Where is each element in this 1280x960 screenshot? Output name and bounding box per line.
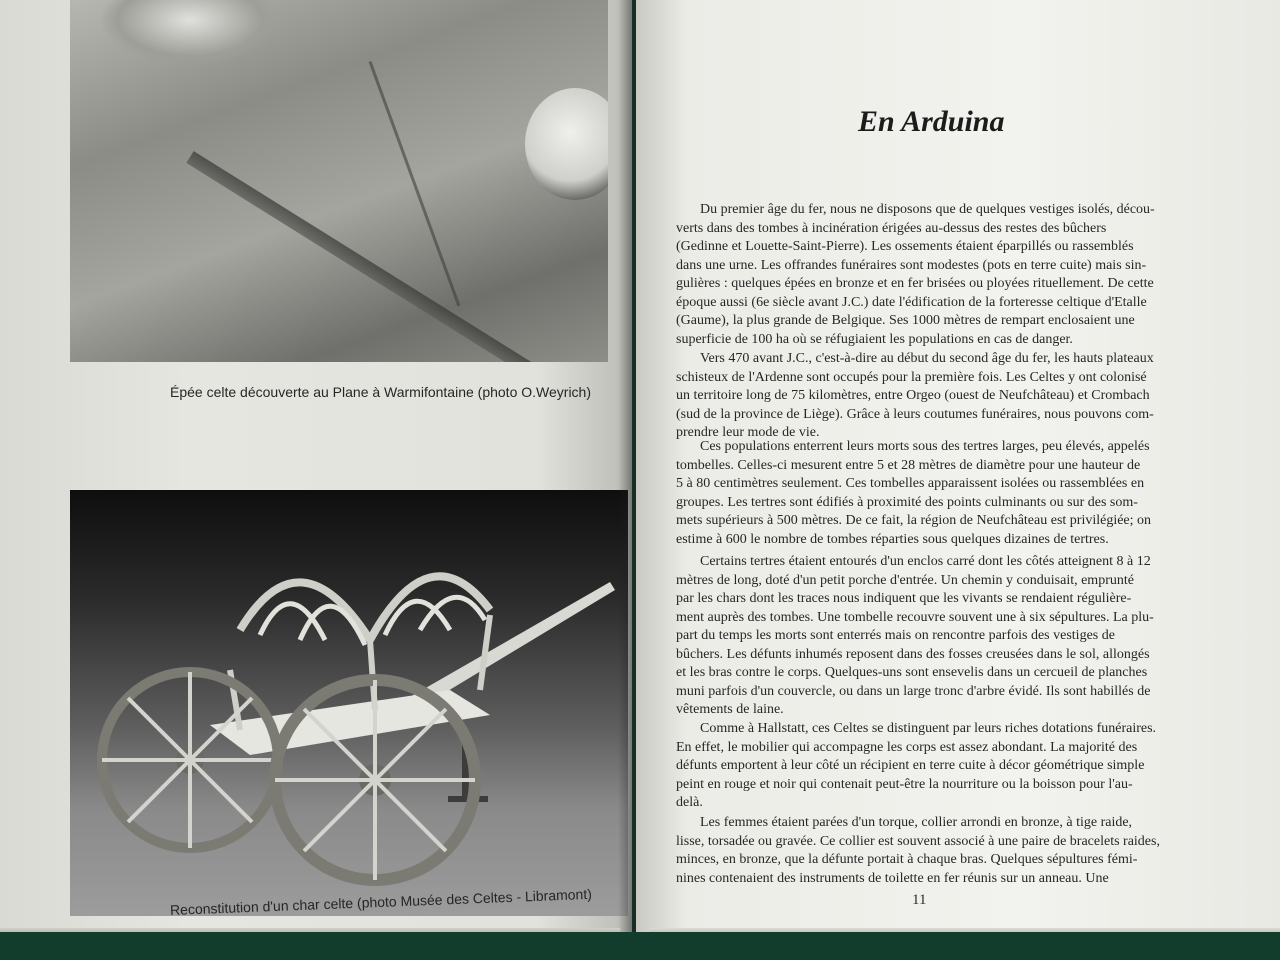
text-line: époque aussi (6e siècle avant J.C.) date l'édification de la forteresse celtique d'Etalle (676, 294, 1147, 310)
celtic-chariot-photo (70, 490, 628, 916)
text-line: Comme à Hallstatt, ces Celtes se distinguent par leurs riches dotations funéraires. (700, 721, 1157, 736)
text-line: Certains tertres étaient entourés d'un enclos carré dont les côtés atteignent 8 à 12 (700, 554, 1151, 569)
text-line: vêtements de laine. (676, 702, 784, 717)
text-line: bûchers. Les défunts inhumés reposent dans des fosses creusées dans le sol, allongés (676, 646, 1150, 662)
text-line: schisteux de l'Ardenne sont occupés pour la première fois. Les Celtes y ont colonisé (676, 369, 1147, 385)
chariot-illustration (70, 490, 628, 916)
text-line: Ces populations enterrent leurs morts sous des tertres larges, peu élevés, appelés (700, 439, 1150, 454)
text-line: mètres de long, doté d'un petit porche d'entrée. Un chemin y conduisait, emprunté (676, 572, 1134, 588)
photo-caption-top: Épée celte découverte au Plane à Warmifontaine (photo O.Weyrich) (170, 384, 591, 400)
sword-excavation-photo (70, 0, 608, 362)
text-line: peint en rouge et noir qui contenait peut-être la nourriture ou la boisson pour l'au- (676, 776, 1133, 792)
text-line: minces, en bronze, que la défunte portait à chaque bras. Quelques sépultures fémi- (676, 852, 1138, 867)
text-line: et les bras contre le corps. Quelques-uns sont ensevelis dans un cercueil de planches (676, 665, 1148, 680)
paragraph-1 (676, 201, 1186, 349)
green-background (0, 932, 1280, 960)
article-title: En Arduina (858, 105, 1005, 138)
text-line: par les chars dont les traces nous indiquent que les vivants se rendaient régulière- (676, 591, 1132, 606)
sword-in-soil (186, 151, 550, 362)
page-number: 11 (912, 892, 927, 908)
text-line: un territoire long de 75 kilomètres, entre Orgeo (ouest de Neufchâteau) et Crombach (676, 388, 1150, 403)
text-line: dans une urne. Les offrandes funéraires sont modestes (pots en terre cuite) mais sin- (676, 257, 1147, 273)
paragraph-4 (676, 553, 1186, 720)
text-line: En effet, le mobilier qui accompagne les corps est assez abondant. La majorité des (676, 739, 1138, 755)
left-page (0, 0, 632, 960)
text-line: ment auprès des tombes. Une tombelle recouvre souvent une à six sépultures. La plu- (676, 609, 1154, 625)
text-line: défunts emportent à leur côté un récipient en terre cuite à décor géométrique simple (676, 758, 1145, 773)
text-line: Vers 470 avant J.C., c'est-à-dire au début du second âge du fer, les hauts plateaux (700, 351, 1154, 366)
text-line: Du premier âge du fer, nous ne disposons que de quelques vestiges isolés, décou- (700, 202, 1155, 217)
text-line: prendre leur mode de vie. (676, 425, 820, 440)
text-line: lisse, torsadée ou gravée. Ce collier est souvent associé à une paire de bracelets raides, (676, 833, 1160, 849)
text-line: estime à 600 le nombre de tombes réparties sous quelques dizaines de tertres. (676, 531, 1109, 547)
paragraph-3 (676, 438, 1186, 549)
text-line: (Gaume), la plus grande de Belgique. Ses 1000 mètres de rempart enclosaient une (676, 313, 1135, 328)
text-line: Les femmes étaient parées d'un torque, collier arrondi en bronze, à tige raide, (700, 815, 1133, 830)
text-line: mets supérieurs à 500 mètres. De ce fait, la région de Neufchâteau est privilégiée; on (676, 513, 1152, 528)
text-line: nines contenaient des instruments de toilette en fer réunis sur un anneau. Une (676, 870, 1109, 886)
text-line: (Gedinne et Louette-Saint-Pierre). Les ossements étaient éparpillés ou rassemblés (676, 239, 1134, 254)
paragraph-6 (676, 814, 1186, 888)
text-line: verts dans des tombes à incinération érigées au-dessus des restes des bûchers (676, 220, 1107, 236)
paragraph-5 (676, 720, 1186, 813)
text-line: muni parfois d'un couvercle, ou dans un large tronc d'arbre évidé. Ils sont habillés de (676, 683, 1151, 699)
text-line: gulières : quelques épées en bronze et en fer brisées ou ployées rituellement. De cette (676, 276, 1154, 291)
text-line: groupes. Les tertres sont édifiés à proximité des points culminants ou sur des som- (676, 494, 1138, 510)
text-line: superficie de 100 ha où se réfugiaient les populations en cas de danger. (676, 331, 1073, 347)
text-line: delà. (676, 795, 703, 810)
text-line: tombelles. Celles-ci mesurent entre 5 et 28 mètres de diamètre pour une hauteur de (676, 457, 1141, 473)
photo-caption-bottom: Reconstitution d'un char celte (photo Musée des Celtes - Libramont) (169, 885, 593, 918)
text-line: (sud de la province de Liège). Grâce à leurs coutumes funéraires, nous pouvons com- (676, 406, 1154, 422)
clay-pot (525, 88, 608, 200)
paragraph-2 (676, 350, 1186, 443)
text-line: 5 à 80 centimètres seulement. Ces tombelles apparaissent isolées ou rassemblées en (676, 476, 1145, 491)
text-line: part du temps les morts sont enterrés mais on rencontre parfois des vestiges de (676, 628, 1115, 643)
